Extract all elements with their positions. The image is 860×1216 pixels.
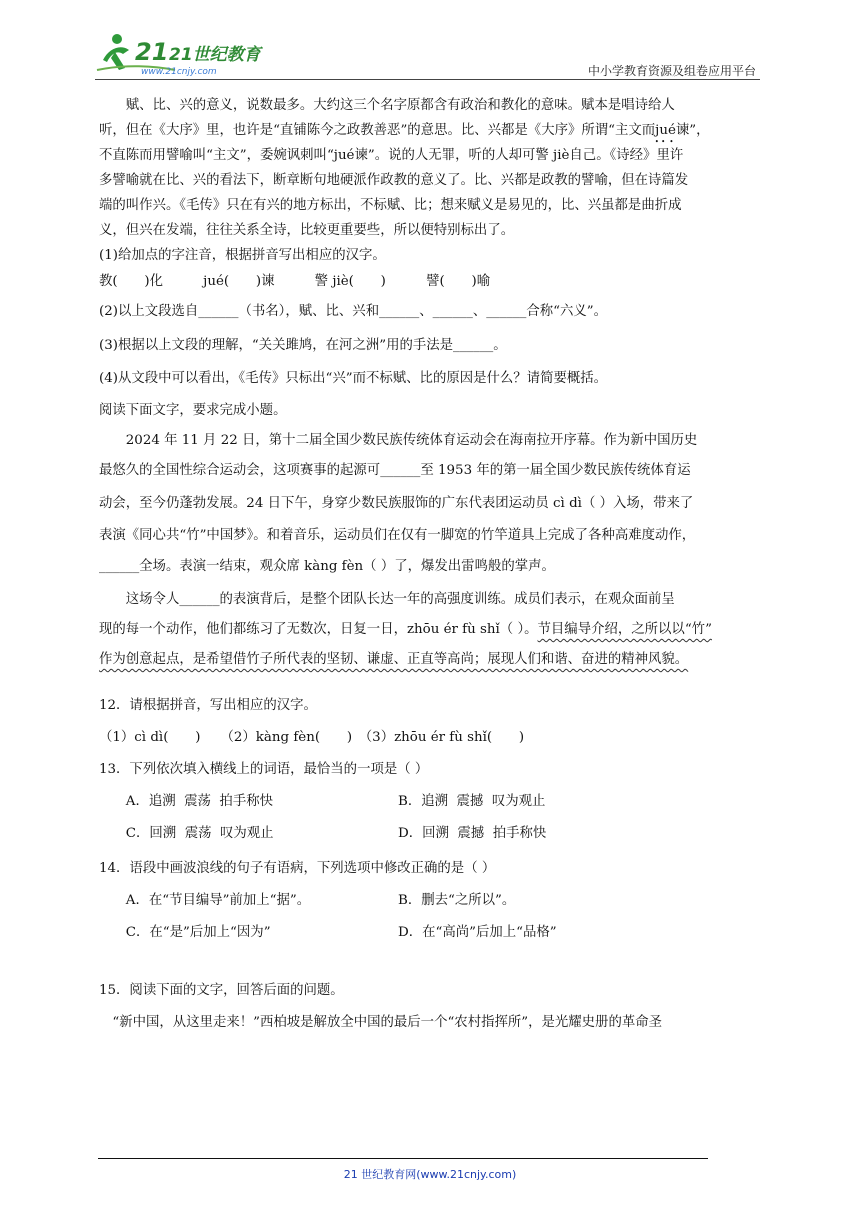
- text-line: [99, 96, 675, 118]
- page-header: [95, 28, 760, 80]
- line-text: 阅读下面文字，要求完成小题。: [99, 403, 287, 418]
- line-text-rest: 谏”，: [675, 123, 710, 138]
- line-text: 现的每一个动作，他们都练习了无数次，日复一日，zhōu ér fù shǐ（ ）。: [99, 622, 538, 637]
- text-line: [99, 336, 507, 358]
- line-text: (1)给加点的字注音，根据拼音写出相应的汉字。: [99, 248, 386, 263]
- header-divider: [95, 79, 760, 80]
- line-text: C．回溯 震荡 叹为观止: [99, 826, 274, 841]
- line-text: 教( )化 jué( )谏 警 jiè( ) 譬( )喻: [99, 274, 491, 289]
- logo-url: www.21cnjy.com: [141, 67, 217, 77]
- text-line: [99, 461, 691, 483]
- line-text: 14．语段中画波浪线的句子有语病，下列选项中修改正确的是（ ）: [99, 861, 496, 876]
- text-line: [99, 792, 273, 814]
- line-text: 表演《同心共“竹”中国梦》。和着音乐，运动员们在仅有一脚宽的竹竿道具上完成了各种高难度动作，: [99, 528, 696, 543]
- line-text: 15．阅读下面的文字，回答后面的问题。: [99, 983, 344, 998]
- line-text: 端的叫作兴。《毛传》只在有兴的地方标出，不标赋、比；想来赋义是易见的，比、兴虽都是曲折成: [99, 198, 682, 213]
- logo-text: 21世纪教育: [169, 45, 261, 65]
- line-text: ______全场。表演一结束，观众席 kàng fèn（ ）了，爆发出雷鸣般的掌声。: [99, 559, 555, 574]
- text-line: [99, 760, 428, 782]
- text-line: [99, 891, 310, 913]
- line-text: A．追溯 震荡 拍手称快: [99, 794, 273, 809]
- line-text: C．在“是”后加上“因为”: [99, 925, 271, 940]
- line-text: 赋、比、兴的意义，说数最多。大约这三个名字原都含有政治和教化的意味。赋本是唱诗给人: [99, 98, 675, 113]
- line-text: 2024 年 11 月 22 日，第十二届全国少数民族传统体育运动会在海南拉开序幕。作为新中国历史: [99, 433, 698, 448]
- text-line: [99, 526, 695, 548]
- text-line: [99, 824, 274, 846]
- text-line: [99, 728, 524, 750]
- option-right: B．删去“之所以”。: [398, 893, 516, 908]
- platform-label: 中小学教育资源及组卷应用平台: [587, 64, 756, 78]
- text-line: [99, 369, 607, 391]
- option-right: B．追溯 震撼 叹为观止: [398, 794, 546, 809]
- text-line: [99, 557, 555, 579]
- wavy-underlined-sentence: 节目编导介绍，之所以以“竹”: [537, 622, 712, 637]
- line-text: (3)根据以上文段的理解，“关关雎鸠，在河之洲”用的手法是______。: [99, 338, 507, 353]
- line-text: 12．请根据拼音，写出相应的汉字。: [99, 698, 317, 713]
- line-text: 多譬喻就在比、兴的看法下，断章断句地硬派作政教的意义了。比、兴都是政教的譬喻，但在诗篇发: [99, 173, 689, 188]
- line-text: “新中国，从这里走来！”西柏坡是解放全中国的最后一个“农村指挥所”，是光耀史册的革命圣: [99, 1015, 663, 1030]
- line-text: 这场令人______的表演背后，是整个团队长达一年的高强度训练。成员们表示，在观众面前呈: [99, 592, 675, 607]
- line-text: 义，但兴在发端，往往关系全诗，比较更重要些，所以便特别标出了。: [99, 223, 515, 238]
- line-text: 13．下列依次填入横线上的词语，最恰当的一项是（ ）: [99, 762, 429, 777]
- line-text: 不直陈而用譬喻叫“主文”，委婉讽刺叫“jué谏”。说的人无罪，听的人却可警 jiè自己。《诗经》里许: [99, 148, 684, 163]
- text-line: [99, 1013, 662, 1035]
- option-right: D．回溯 震撼 拍手称快: [398, 826, 547, 841]
- text-line: [99, 246, 386, 268]
- text-line: [99, 923, 271, 945]
- text-line: [99, 171, 688, 193]
- option-right: D．在“高尚”后加上“品格”: [398, 925, 557, 940]
- text-line: [99, 981, 344, 1003]
- line-text: (2)以上文段选自______（书名），赋、比、兴和______、______、______合称“六义”。: [99, 304, 608, 319]
- text-line: [99, 696, 317, 718]
- text-line: [99, 401, 286, 423]
- dotted-pinyin: jué: [655, 123, 676, 138]
- text-line: [99, 302, 607, 324]
- text-line: [99, 146, 683, 168]
- line-text: （1）cì dì( ) （2）kàng fèn( ) （3）zhōu ér fù shǐ( ): [99, 730, 525, 745]
- text-line: [99, 650, 688, 672]
- text-line: [99, 221, 514, 243]
- footer-divider: [98, 1158, 708, 1159]
- line-text: A．在“节目编导”前加上“据”。: [99, 893, 311, 908]
- text-line: [99, 121, 710, 143]
- text-line: [99, 859, 495, 881]
- text-line: [99, 196, 681, 218]
- text-line: [99, 272, 490, 294]
- line-text: 听，但在《大序》里，也许是“直铺陈今之政教善恶”的意思。比、兴都是《大序》所谓“主文而: [99, 123, 656, 138]
- text-line: [99, 590, 675, 612]
- text-line: [99, 431, 697, 453]
- footer-source: 21 世纪教育网(www.21cnjy.com): [343, 1168, 517, 1181]
- wavy-underlined-sentence: 作为创意起点，是希望借竹子所代表的坚韧、谦虚、正直等高尚；展现人们和谐、奋进的精神风貌。: [99, 652, 689, 667]
- line-text: (4)从文段中可以看出，《毛传》只标出“兴”而不标赋、比的原因是什么？请简要概括。: [99, 371, 608, 386]
- text-line: [99, 620, 712, 642]
- 21cnjy-logo: [95, 30, 265, 78]
- svg-text:21: 21: [135, 38, 169, 66]
- line-text: 最悠久的全国性综合运动会，这项赛事的起源可______至 1953 年的第一届全国少数民族传统体育运: [99, 463, 691, 478]
- line-text: 动会，至今仍蓬勃发展。24 日下午，身穿少数民族服饰的广东代表团运动员 cì dì（ ）入场，带来了: [99, 496, 694, 511]
- text-line: [99, 494, 693, 516]
